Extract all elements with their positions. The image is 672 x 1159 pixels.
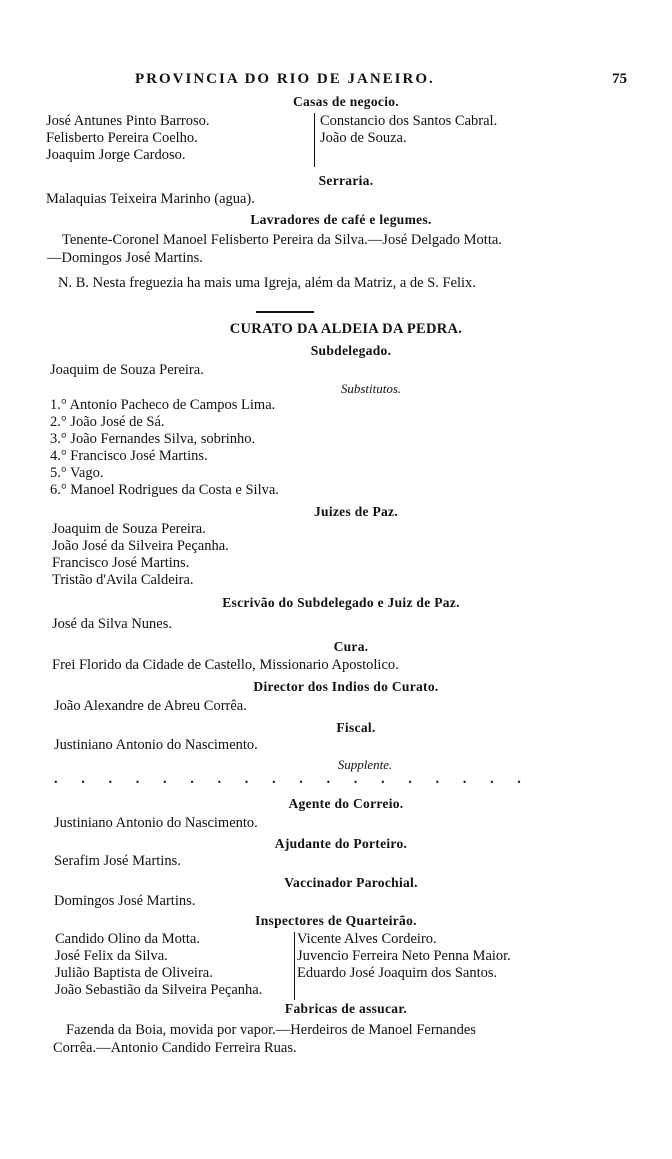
list-item: Tristão d'Avila Caldeira.	[52, 572, 194, 588]
heading-fabricas: Fabricas de assucar.	[284, 1001, 408, 1016]
list-item: José Antunes Pinto Barroso.	[46, 113, 210, 129]
heading-ajudante: Ajudante do Porteiro.	[274, 836, 408, 851]
column-divider	[314, 113, 315, 167]
list-item: Joaquim Jorge Cardoso.	[46, 147, 186, 163]
page-number: 75	[612, 71, 627, 87]
heading-cura: Cura.	[333, 639, 369, 654]
entry-text: José da Silva Nunes.	[52, 616, 173, 632]
heading-juizes: Juizes de Paz.	[313, 504, 399, 519]
heading-inspectores: Inspectores de Quarteirão.	[255, 913, 417, 928]
heading-agente: Agente do Correio.	[288, 796, 404, 811]
entry-text: Frei Florido da Cidade de Castello, Missionario Apostolico.	[52, 657, 399, 673]
heading-vaccinador: Vaccinador Parochial.	[284, 875, 418, 890]
note-text: N. B. Nesta freguezia ha mais uma Igreja, além da Matriz, a de S. Felix.	[58, 275, 476, 291]
list-item: Julião Baptista de Oliveira.	[55, 965, 213, 981]
entry-text: Malaquias Teixeira Marinho (agua).	[46, 191, 255, 207]
list-item: 5.° Vago.	[50, 465, 104, 481]
heading-casas: Casas de negocio.	[293, 94, 399, 109]
entry-text: Serafim José Martins.	[54, 853, 181, 869]
entry-text: Tenente-Coronel Manoel Felisberto Pereira da Silva.—José Delgado Motta.	[62, 232, 502, 248]
heading-serraria: Serraria.	[318, 173, 374, 188]
heading-supplente: Supplente.	[337, 757, 393, 772]
vacant-dots: . . . . . . . . . . . . . . . . . .	[54, 771, 531, 787]
heading-curato: CURATO DA ALDEIA DA PEDRA.	[229, 321, 463, 337]
list-item: Candido Olino da Motta.	[55, 931, 200, 947]
entry-text: Justiniano Antonio do Nascimento.	[54, 737, 258, 753]
entry-text: João Alexandre de Abreu Corrêa.	[54, 698, 247, 714]
list-item: 4.° Francisco José Martins.	[50, 448, 208, 464]
list-item: 6.° Manoel Rodrigues da Costa e Silva.	[50, 482, 279, 498]
list-item: Felisberto Pereira Coelho.	[46, 130, 198, 146]
list-item: 1.° Antonio Pacheco de Campos Lima.	[50, 397, 276, 413]
list-item: Francisco José Martins.	[52, 555, 190, 571]
entry-text: Justiniano Antonio do Nascimento.	[54, 815, 258, 831]
section-rule	[256, 311, 314, 313]
list-item: Eduardo José Joaquim dos Santos.	[297, 965, 498, 981]
column-divider	[294, 932, 295, 1000]
list-item: Vicente Alves Cordeiro.	[297, 931, 437, 947]
list-item: 3.° João Fernandes Silva, sobrinho.	[50, 431, 256, 447]
list-item: Joaquim de Souza Pereira.	[52, 521, 206, 537]
entry-text: Corrêa.—Antonio Candido Ferreira Ruas.	[53, 1040, 297, 1056]
heading-escrivao: Escrivão do Subdelegado e Juiz de Paz.	[222, 595, 460, 610]
list-item: Constancio dos Santos Cabral.	[320, 113, 498, 129]
entry-text: Joaquim de Souza Pereira.	[50, 362, 204, 378]
heading-subdelegado: Subdelegado.	[310, 343, 392, 358]
heading-director: Director dos Indios do Curato.	[253, 679, 439, 694]
page-header-title: PROVINCIA DO RIO DE JANEIRO.	[135, 71, 435, 87]
heading-fiscal: Fiscal.	[336, 720, 376, 735]
entry-text: Domingos José Martins.	[54, 893, 196, 909]
list-item: José Felix da Silva.	[55, 948, 168, 964]
list-item: João de Souza.	[320, 130, 407, 146]
list-item: João Sebastião da Silveira Peçanha.	[55, 982, 263, 998]
heading-substitutos: Substitutos.	[340, 381, 402, 396]
list-item: João José da Silveira Peçanha.	[52, 538, 229, 554]
list-item: Juvencio Ferreira Neto Penna Maior.	[297, 948, 511, 964]
list-item: 2.° João José de Sá.	[50, 414, 165, 430]
heading-lavradores: Lavradores de café e legumes.	[250, 212, 432, 227]
entry-text: —Domingos José Martins.	[47, 250, 203, 266]
entry-text: Fazenda da Boia, movida por vapor.—Herdeiros de Manoel Fernandes	[66, 1022, 476, 1038]
